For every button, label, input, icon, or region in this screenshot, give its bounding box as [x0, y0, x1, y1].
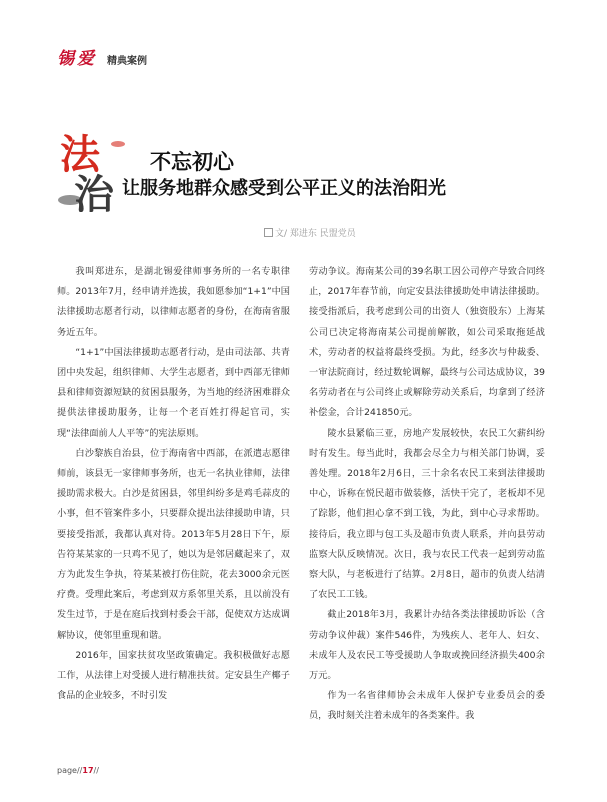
page-number: 17	[82, 766, 94, 775]
paragraph: 白沙黎族自治县，位于海南省中西部，在派遣志愿律师前，该县无一家律师事务所，也无一名执业律师，法律援助需求极大。白沙是贫困县，邻里纠纷多是鸡毛蒜皮的小事，但不管案件多小，只要群众提出法律援助申请，只要接受指派，我都认真对待。2013年5月28日下午，原告符某某家的一只鸡不见了，她以为是邻居藏起来了，双方为此发生争执，符某某被打伤住院，花去3000余元医疗费。受理此案后，考虑到双方系邻里关系，且以前没有发生过节，于是在庭后找到村委会干部，促使双方达成调解协议，使邻里重现和谐。	[57, 447, 290, 641]
byline-box-icon	[264, 228, 273, 237]
page-number-prefix: page//	[57, 766, 83, 775]
paragraph: 2016年，国家扶贫攻坚政策确定。我积极做好志愿工作，从法律上对受援人进行精准扶贫。定安县生产椰子食品的企业较多，不时引发	[57, 649, 290, 702]
paragraph: 作为一名省律师协会未成年人保护专业委员会的委员，我时刻关注着未成年的各类案件。我	[309, 690, 545, 722]
byline	[264, 226, 356, 239]
title-subtitle: 让服务地群众感受到公平正义的法治阳光	[122, 178, 446, 199]
glyph-fa: 法	[60, 131, 100, 178]
article-column-right	[309, 262, 545, 727]
brand-logo: 锡爱	[57, 49, 97, 69]
paragraph: 我叫郑进东，是湖北锡爱律师事务所的一名专职律师。2013年7月，经申请并选拔，我如愿参加“1+1”中国法律援助志愿者行动，以律师志愿者的身份，在海南省服务近五年。	[57, 266, 290, 338]
page-number-suffix: //	[93, 766, 99, 775]
byline-text: 文/ 郑进东 民盟党员	[275, 229, 356, 239]
paragraph: 陵水县紧临三亚，房地产发展较快，农民工欠薪纠纷时有发生。每当此时，我都会尽全力与相关部门协调，妥善处理。2018年2月6日，三十余名农民工来到法律援助中心，诉称在悦民超市做装修，活快干完了，老板却不见了踪影，他们担心拿不到工钱，为此，到中心寻求帮助。接待后，我立即与包工头及超市负责人联系，并向县劳动监察大队反映情况。次日，我与农民工代表一起到劳动监察大队，与老板进行了结算。2月8日，超市的负责人结清了农民工工钱。	[309, 427, 545, 601]
paragraph-continued: 劳动争议。海南某公司的39名职工因公司停产导致合同终止，2017年春节前，向定安县法律援助处申请法律援助。接受指派后，我考虑到公司的出资人（独资股东）上海某公司已决定将海南某公司提前解散，如公司采取拖延战术，劳动者的权益将最终受损。为此，经多次与仲裁委、一审法院商讨，经过数轮调解，最终与公司达成协议，39名劳动者在与公司终止或解除劳动关系后，均拿到了经济补偿金，合计241850元。	[309, 266, 545, 419]
glyph-zhi: 治	[74, 171, 114, 212]
paragraph: 截止2018年3月，我累计办结各类法律援助诉讼（含劳动争议仲裁）案件546件，为残疾人、老年人、妇女、未成年人及农民工等受援助人争取或挽回经济损失400余万元。	[309, 609, 545, 682]
paragraph: “1+1”中国法律援助志愿者行动，是由司法部、共青团中央发起，组织律师、大学生志愿者，到中西部无律师县和律师资源短缺的贫困县服务，为当地的经济困难群众提供法律援助服务，让每一个老百姓打得起官司，实现“法律面前人人平等”的宪法原则。	[57, 346, 290, 439]
page-footer	[57, 766, 99, 775]
page-header	[57, 47, 147, 69]
ink-splash	[111, 141, 125, 147]
article-column-left	[57, 262, 290, 706]
section-name: 精典案例	[107, 56, 147, 67]
title-main: 不忘初心	[150, 150, 234, 174]
